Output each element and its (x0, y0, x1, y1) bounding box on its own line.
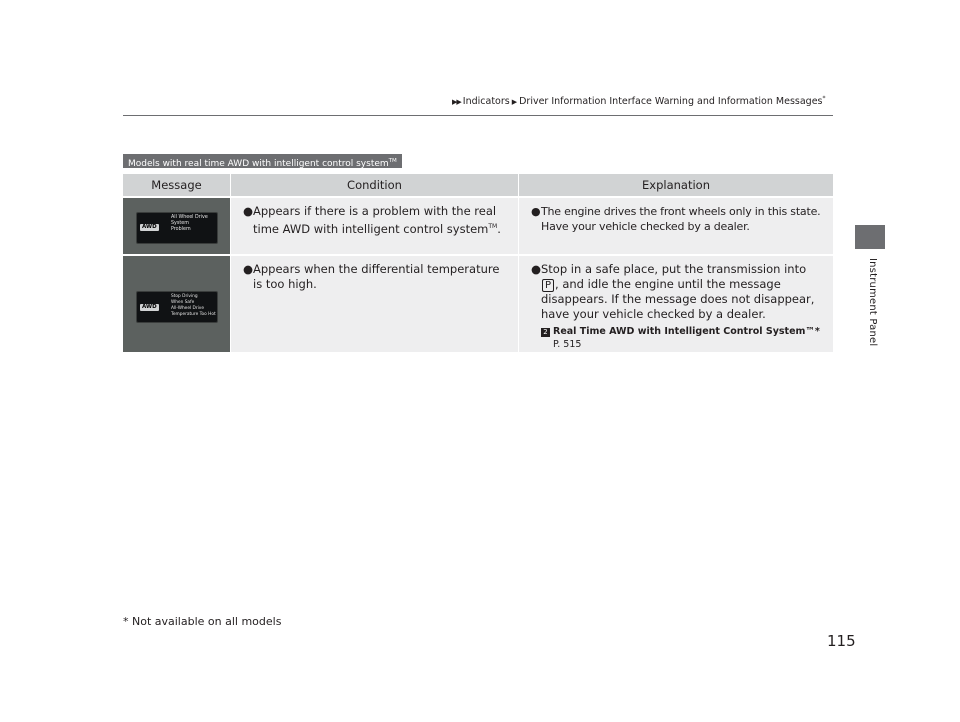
page-number: 115 (827, 632, 856, 650)
models-tag-text: Models with real time AWD with intelligent control system (128, 159, 389, 169)
message-image-cell (123, 198, 230, 254)
breadcrumb (452, 95, 826, 107)
awd-temperature-screen (136, 291, 218, 323)
bullet-icon: ● (531, 262, 542, 276)
condition-period: . (497, 221, 501, 236)
reference-arrow-icon: 2 (541, 328, 550, 337)
header-explanation: Explanation (519, 174, 833, 196)
screen-text: Stop Driving When Safe All-Wheel Drive Temperature Too Hot (171, 293, 216, 317)
table-header (123, 174, 833, 196)
footnote: * Not available on all models (123, 615, 282, 628)
bullet-icon: ● (243, 204, 254, 218)
table-row (123, 256, 833, 352)
breadcrumb-item-indicators[interactable]: Indicators (462, 96, 510, 108)
condition-text: Appears if there is a problem with the real time AWD with intelligent control system (253, 204, 497, 236)
trademark-mark: TM (488, 223, 498, 230)
explanation-text-cont: , and idle the engine until the message disappears. If the message does not disappear, have your vehicle checked by a dealer. (541, 277, 815, 321)
table-row (123, 198, 833, 254)
header-message: Message (123, 174, 230, 196)
chapter-label: Instrument Panel (867, 258, 878, 347)
screen-text: All Wheel Drive System Problem (171, 215, 208, 233)
park-key-icon: P (542, 279, 554, 292)
trademark-mark: TM (388, 158, 397, 164)
breadcrumb-arrow-icon: ▶▶ (452, 98, 461, 107)
breadcrumb-arrow-icon: ▶ (511, 98, 518, 107)
condition-cell (231, 198, 518, 254)
message-image-cell (123, 256, 230, 352)
breadcrumb-item-messages[interactable]: Driver Information Interface Warning and Information Messages (519, 96, 823, 108)
awd-icon: AWD (142, 224, 157, 230)
condition-cell (231, 256, 518, 352)
awd-icon: AWD (142, 304, 157, 310)
awd-problem-screen (136, 212, 218, 244)
explanation-text: Stop in a safe place, put the transmission into (541, 262, 807, 276)
chapter-tab (855, 225, 885, 249)
models-tag (123, 154, 402, 168)
explanation-text: The engine drives the front wheels only in this state. Have your vehicle checked by a dealer. (541, 205, 821, 233)
reference-title[interactable]: Real Time AWD with Intelligent Control System™* (553, 326, 820, 337)
bullet-icon: ● (531, 205, 541, 218)
bullet-icon: ● (243, 262, 254, 276)
reference-page[interactable]: P. 515 (553, 339, 582, 350)
watermark-logo (556, 688, 960, 722)
explanation-cell (519, 198, 833, 254)
header-rule (123, 115, 833, 116)
breadcrumb-asterisk: * (822, 95, 826, 102)
condition-text: Appears when the differential temperature is too high. (253, 262, 500, 291)
page-reference[interactable] (531, 325, 823, 351)
explanation-cell (519, 256, 833, 352)
header-condition: Condition (231, 174, 518, 196)
